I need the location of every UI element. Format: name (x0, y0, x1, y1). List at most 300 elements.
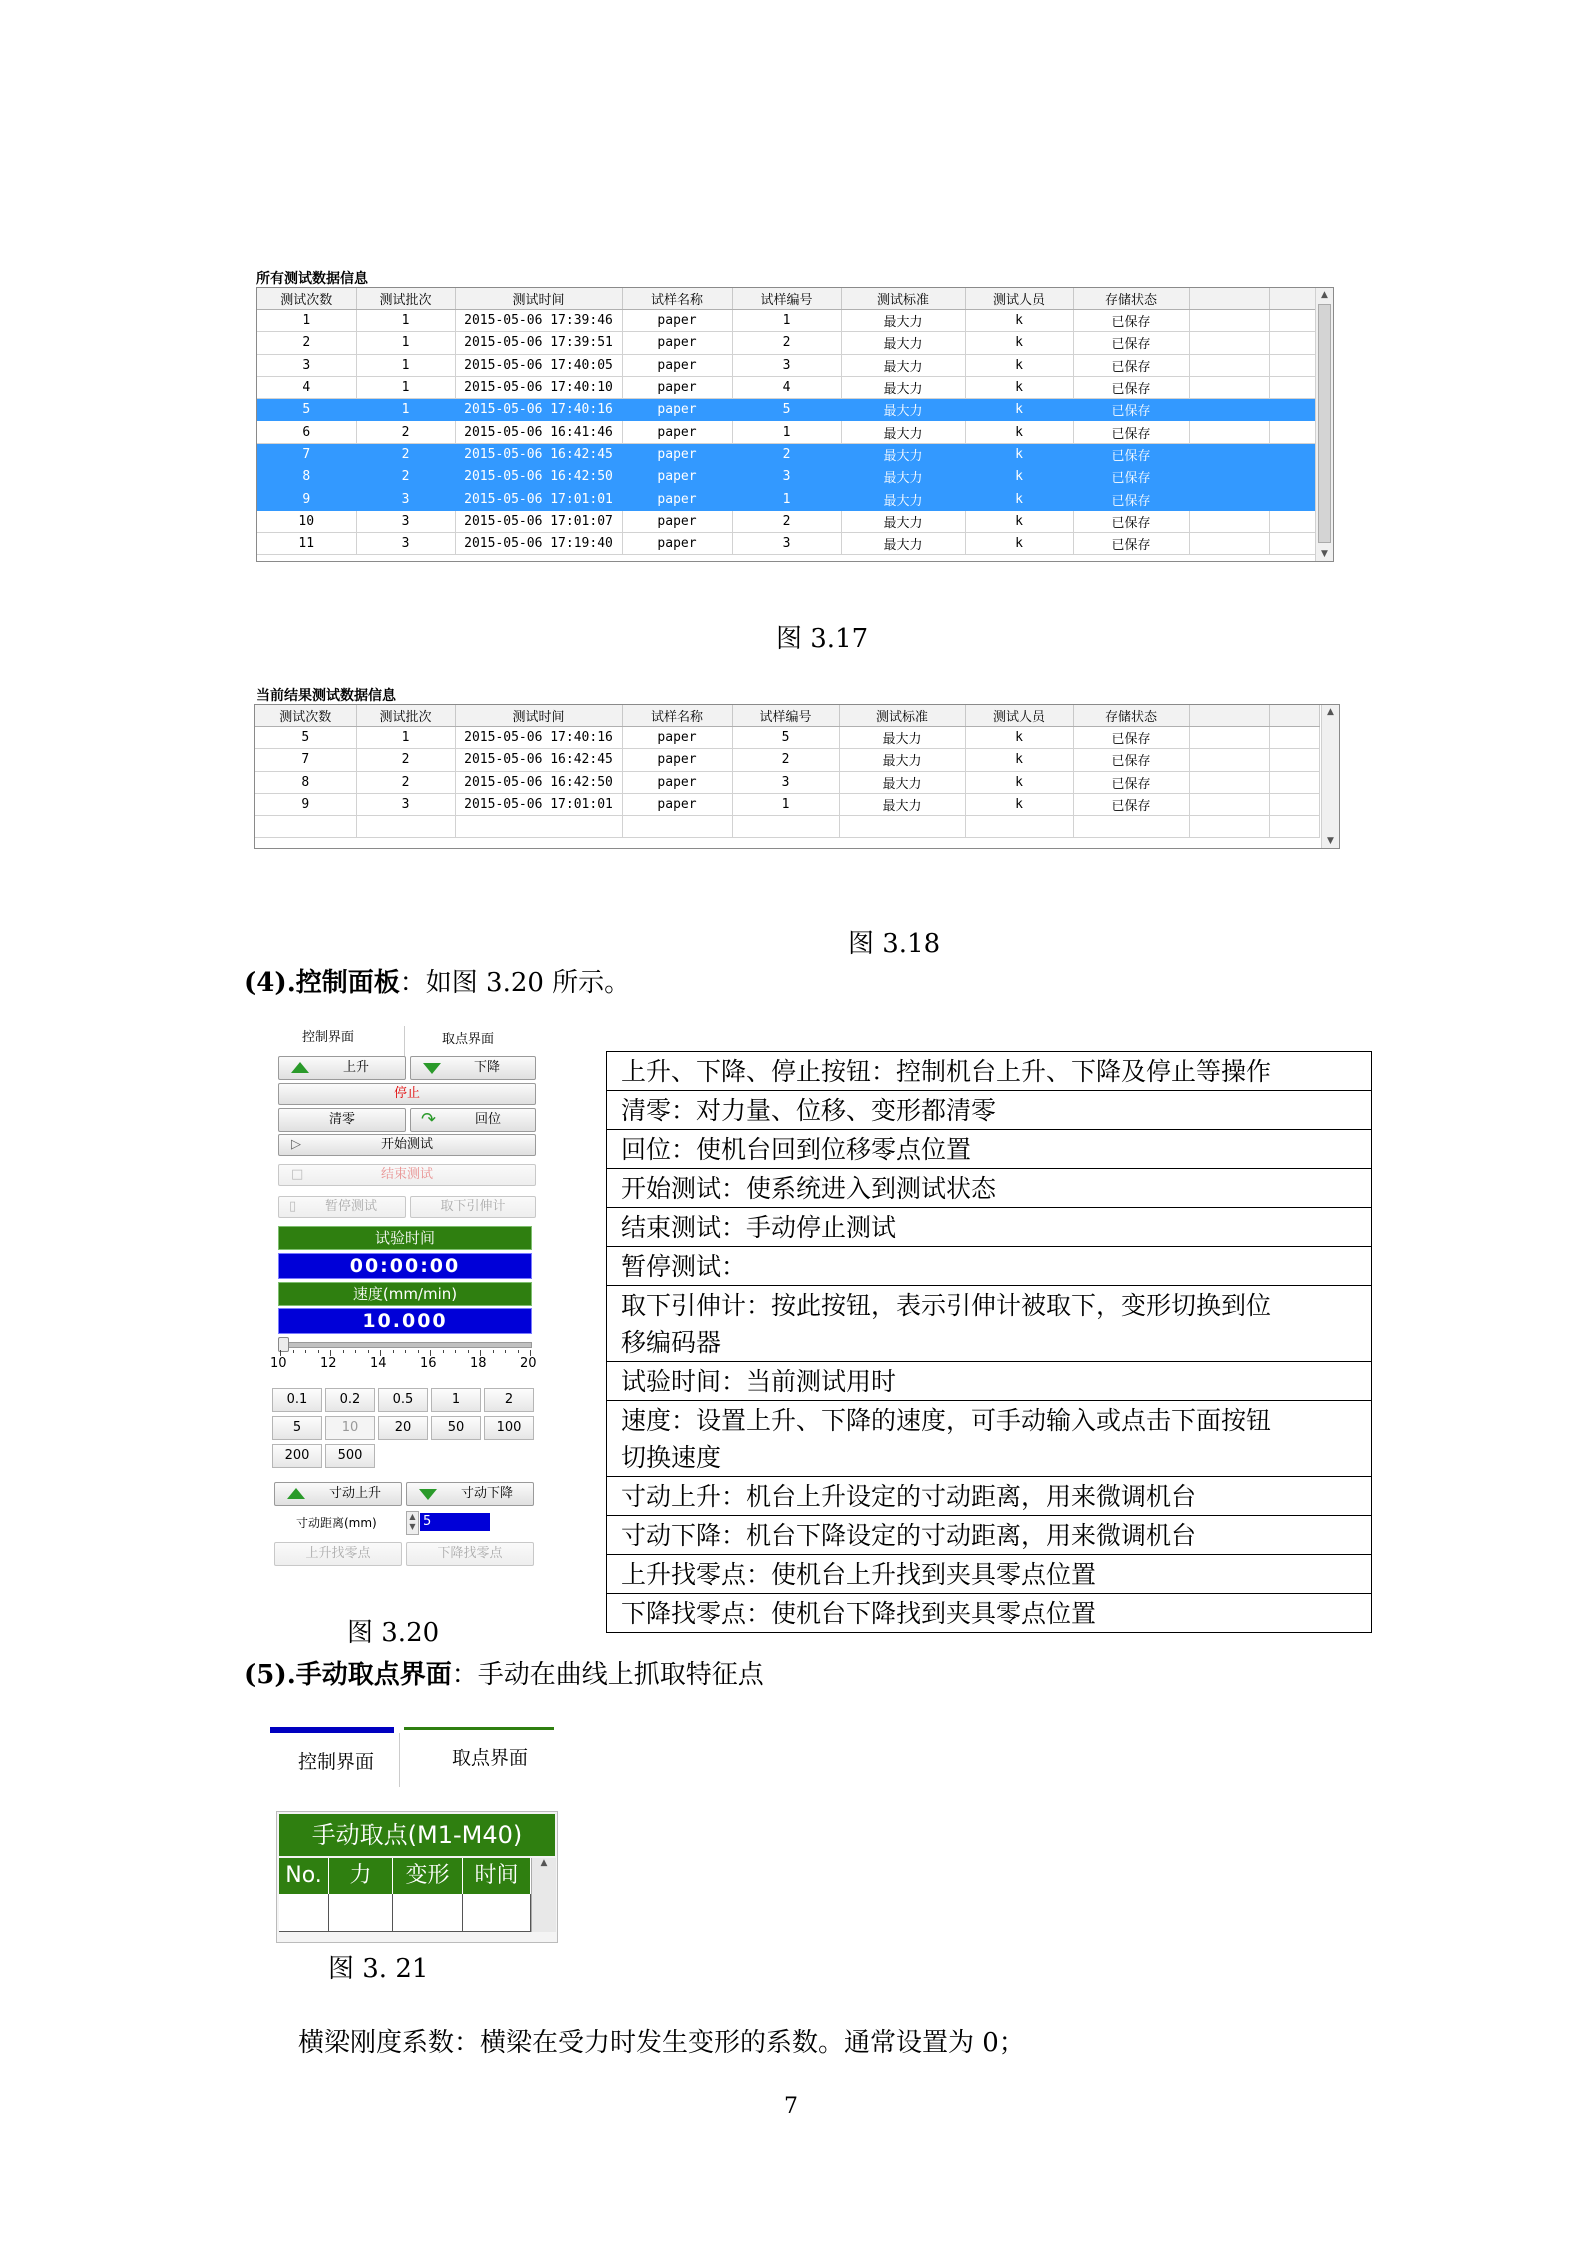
description-cell (607, 1130, 1372, 1169)
description-cell (607, 1594, 1372, 1633)
table-cell (622, 816, 732, 838)
description-row (607, 1130, 1372, 1169)
description-row (607, 1477, 1372, 1516)
description-row (607, 1247, 1372, 1286)
table-cell: 2 (732, 332, 841, 354)
jog-distance-label: 寸动距离(mm) (296, 1516, 377, 1530)
table-cell-empty (1189, 466, 1269, 488)
table-row-selected[interactable] (257, 443, 1315, 465)
description-row (607, 1555, 1372, 1594)
tab-pick[interactable]: 取点界面 (442, 1032, 495, 1047)
table-cell: 2015-05-06 17:01:01 (455, 793, 622, 815)
table-cell-empty (1269, 771, 1319, 793)
table-cell (255, 816, 356, 838)
table-cell: 2 (257, 332, 356, 354)
table-cell (965, 816, 1073, 838)
all-tests-table (257, 288, 1316, 555)
description-line: 上升、下降、停止按钮：控制机台上升、下降及停止等操作 (621, 1057, 1272, 1086)
table-cell: 2 (732, 749, 839, 771)
table-cell: 2015-05-06 16:42:50 (455, 466, 622, 488)
remove-extensometer-button[interactable]: 取下引伸计 (410, 1196, 536, 1218)
scroll-down-icon[interactable]: ▼ (1321, 549, 1328, 559)
table-cell: 已保存 (1073, 310, 1189, 332)
table-cell: 最大力 (841, 354, 965, 376)
table-row[interactable] (257, 332, 1315, 354)
table-cell: k (965, 532, 1073, 554)
table-cell: 1 (356, 332, 455, 354)
table-cell: 1 (732, 488, 841, 510)
description-cell (607, 1052, 1372, 1091)
table-cell: 已保存 (1073, 771, 1189, 793)
stop-button[interactable]: 停止 (278, 1083, 536, 1105)
table-cell-empty (1189, 354, 1269, 376)
description-row (607, 1208, 1372, 1247)
table-cell: 1 (257, 310, 356, 332)
table-cell: 5 (732, 399, 841, 421)
table-cell: 9 (255, 793, 356, 815)
description-line: 寸动下降：机台下降设定的寸动距离，用来微调机台 (621, 1521, 1197, 1550)
column-header[interactable]: 试样名称 (622, 288, 732, 310)
table-cell: paper (622, 332, 732, 354)
speed-preset-button[interactable]: 200 (272, 1444, 322, 1468)
table-cell: 2015-05-06 16:41:46 (455, 421, 622, 443)
home-button[interactable]: ↷ 回位 (410, 1108, 536, 1132)
tab-control-indicator (270, 1727, 394, 1733)
table-cell: 最大力 (841, 443, 965, 465)
column-header[interactable]: 测试批次 (356, 705, 455, 727)
description-line: 取下引伸计：按此按钮，表示引伸计被取下，变形切换到位 (621, 1291, 1272, 1320)
table-cell: 2 (356, 771, 455, 793)
table-cell: k (965, 376, 1073, 398)
description-row (607, 1362, 1372, 1401)
table-cell: 已保存 (1073, 354, 1189, 376)
table-cell: k (965, 793, 1073, 815)
table-cell: k (965, 310, 1073, 332)
slider-tick-label: 16 (420, 1356, 437, 1371)
find-zero-up-button[interactable]: 上升找零点 (274, 1542, 402, 1566)
speed-preset-button[interactable]: 0.5 (378, 1388, 428, 1412)
all-tests-grid (256, 287, 1334, 562)
table-cell (455, 816, 622, 838)
description-cell (607, 1208, 1372, 1247)
table-cell-empty (1269, 354, 1315, 376)
vertical-scrollbar[interactable] (1315, 288, 1333, 561)
description-row (607, 1401, 1372, 1477)
speed-button-group (270, 1020, 540, 1540)
figure-caption: 图 3. 21 (328, 1954, 429, 1984)
table-row-selected[interactable] (257, 466, 1315, 488)
table-cell-empty (1189, 421, 1269, 443)
speed-preset-button[interactable]: 5 (272, 1416, 322, 1440)
current-results-grid (254, 704, 1340, 849)
table-cell: 4 (732, 376, 841, 398)
description-row (607, 1052, 1372, 1091)
speed-preset-button[interactable]: 2 (484, 1388, 534, 1412)
column-header[interactable]: 试样编号 (732, 705, 839, 727)
table-cell-empty (1269, 727, 1319, 749)
speed-preset-button[interactable]: 100 (484, 1416, 534, 1440)
table-cell (839, 816, 965, 838)
column-header[interactable]: 测试时间 (455, 288, 622, 310)
table-cell: paper (622, 354, 732, 376)
table-cell: 11 (257, 532, 356, 554)
slider-tick-label: 14 (370, 1356, 387, 1371)
section-text: ：手动在曲线上抓取特征点 (451, 1660, 764, 1690)
table-cell: 2015-05-06 17:40:05 (455, 354, 622, 376)
table-cell-empty (1189, 816, 1269, 838)
table-row[interactable] (257, 510, 1315, 532)
table-cell: 2 (732, 443, 841, 465)
scroll-thumb[interactable] (1318, 304, 1331, 543)
table-cell: paper (622, 532, 732, 554)
table-cell: paper (622, 749, 732, 771)
table-cell: paper (622, 727, 732, 749)
table-row[interactable] (255, 771, 1319, 793)
body-paragraph: 横梁刚度系数：横梁在受力时发生变形的系数。通常设置为 0； (298, 2028, 1025, 2058)
table-cell: 1 (356, 376, 455, 398)
scroll-up-icon[interactable]: ▲ (1327, 707, 1334, 717)
table-cell: k (965, 443, 1073, 465)
section-heading-5 (244, 1654, 764, 1691)
table-cell: k (965, 749, 1073, 771)
table-cell: k (965, 466, 1073, 488)
table-cell: 2 (356, 466, 455, 488)
table-cell: 3 (732, 771, 839, 793)
table-cell: 最大力 (841, 399, 965, 421)
table-row[interactable] (255, 749, 1319, 771)
column-header-empty[interactable] (1189, 288, 1269, 310)
table-cell: 2015-05-06 17:40:10 (455, 376, 622, 398)
table-row[interactable] (257, 421, 1315, 443)
table-cell: 最大力 (841, 376, 965, 398)
table-cell-empty (1189, 443, 1269, 465)
play-icon: ▷ (291, 1137, 301, 1152)
table-cell-empty (1189, 749, 1269, 771)
table-cell: 7 (255, 749, 356, 771)
table-cell-empty (1269, 332, 1315, 354)
current-results-table (255, 705, 1320, 838)
table-cell: 1 (356, 399, 455, 421)
table-cell: 已保存 (1073, 466, 1189, 488)
table-cell: 1 (732, 793, 839, 815)
manual-pick-title: 手动取点(M1-M40) (279, 1814, 555, 1856)
table-cell-empty (1189, 399, 1269, 421)
description-line: 暂停测试： (621, 1252, 747, 1281)
column-header[interactable]: 试样名称 (622, 705, 732, 727)
table-cell: paper (622, 421, 732, 443)
table-cell: 已保存 (1073, 376, 1189, 398)
column-header-empty[interactable] (1189, 705, 1269, 727)
table-cell: 1 (732, 310, 841, 332)
table-cell: 10 (257, 510, 356, 532)
table-cell: paper (622, 376, 732, 398)
table-cell-empty (1189, 310, 1269, 332)
table-cell-empty (1269, 443, 1315, 465)
table-cell-empty (1189, 793, 1269, 815)
table-cell: 2015-05-06 16:42:45 (455, 443, 622, 465)
description-row (607, 1091, 1372, 1130)
description-cell (607, 1555, 1372, 1594)
description-cell (607, 1516, 1372, 1555)
speed-preset-button[interactable]: 10 (325, 1416, 375, 1440)
pause-icon: ▯ (289, 1199, 297, 1214)
manual-pick-column-header[interactable]: 时间 (463, 1858, 531, 1894)
table-cell-empty (1189, 332, 1269, 354)
description-cell (607, 1401, 1372, 1477)
scroll-down-icon[interactable]: ▼ (1327, 836, 1334, 846)
table-cell: paper (622, 399, 732, 421)
table-cell-empty (1269, 376, 1315, 398)
table-cell: 2015-05-06 17:01:07 (455, 510, 622, 532)
description-line: 移编码器 (621, 1328, 722, 1357)
table-cell: 最大力 (841, 466, 965, 488)
table-cell-empty (1269, 399, 1315, 421)
speed-label: 速度(mm/min) (278, 1282, 532, 1306)
table-cell: paper (622, 510, 732, 532)
table-cell: 已保存 (1073, 443, 1189, 465)
table-cell: paper (622, 793, 732, 815)
speed-preset-button[interactable]: 500 (325, 1444, 375, 1468)
section-heading-4 (244, 962, 630, 999)
table-cell: 2015-05-06 16:42:45 (455, 749, 622, 771)
table-cell: k (965, 421, 1073, 443)
description-line: 速度：设置上升、下降的速度，可手动输入或点击下面按钮 (621, 1406, 1272, 1435)
table-row[interactable] (257, 310, 1315, 332)
table-cell: 2015-05-06 17:19:40 (455, 532, 622, 554)
column-header[interactable]: 试样编号 (732, 288, 841, 310)
table-cell: k (965, 354, 1073, 376)
table-cell: paper (622, 771, 732, 793)
table-row[interactable] (255, 793, 1319, 815)
table-cell: paper (622, 310, 732, 332)
jog-down-button[interactable]: 寸动下降 (406, 1482, 534, 1506)
table-cell: 8 (255, 771, 356, 793)
manual-pick-cell (463, 1894, 531, 1932)
grid-title-all: 所有测试数据信息 (256, 271, 368, 287)
table-row[interactable] (257, 354, 1315, 376)
jog-distance-input[interactable]: 5 (420, 1513, 490, 1531)
table-cell: 7 (257, 443, 356, 465)
table-cell (732, 816, 839, 838)
table-cell: 1 (732, 421, 841, 443)
column-header-empty[interactable] (1269, 705, 1319, 727)
description-row (607, 1516, 1372, 1555)
table-cell: paper (622, 443, 732, 465)
manual-pick-cell (279, 1894, 329, 1932)
test-time-value: 00:00:00 (278, 1253, 532, 1279)
table-cell-empty (1269, 532, 1315, 554)
description-cell (607, 1362, 1372, 1401)
speed-preset-button[interactable]: 1 (431, 1388, 481, 1412)
table-row-selected[interactable] (257, 399, 1315, 421)
description-cell (607, 1247, 1372, 1286)
table-row-selected[interactable] (257, 488, 1315, 510)
table-cell-empty (1269, 793, 1319, 815)
table-cell: k (965, 488, 1073, 510)
tab-control[interactable]: 控制界面 (302, 1030, 355, 1045)
speed-preset-button[interactable]: 50 (431, 1416, 481, 1440)
description-row (607, 1169, 1372, 1208)
end-test-button[interactable]: □ 结束测试 (278, 1164, 536, 1186)
arrow-up-icon (287, 1488, 305, 1499)
column-header[interactable]: 存储状态 (1073, 705, 1189, 727)
table-cell: 最大力 (839, 793, 965, 815)
table-cell-empty (1269, 466, 1315, 488)
manual-pick-column-header[interactable]: No. (279, 1858, 329, 1894)
column-header[interactable]: 测试次数 (257, 288, 356, 310)
description-cell (607, 1169, 1372, 1208)
speed-input[interactable]: 10.000 (278, 1308, 532, 1334)
table-cell-empty (1189, 532, 1269, 554)
description-line: 寸动上升：机台上升设定的寸动距离，用来微调机台 (621, 1482, 1197, 1511)
table-cell: 2015-05-06 17:01:01 (455, 488, 622, 510)
table-cell: 3 (356, 510, 455, 532)
manual-pick-cell (393, 1894, 463, 1932)
return-arrow-icon: ↷ (421, 1109, 437, 1130)
table-cell: 2 (356, 443, 455, 465)
section-title: 手动取点界面 (295, 1660, 452, 1690)
description-line: 上升找零点：使机台上升找到夹具零点位置 (621, 1560, 1097, 1589)
stop-square-icon: □ (291, 1167, 304, 1182)
manual-pick-scrollbar[interactable]: ▲ (531, 1858, 556, 1932)
table-cell: 已保存 (1073, 488, 1189, 510)
table-cell-empty (1269, 421, 1315, 443)
description-cell (607, 1286, 1372, 1362)
tab-pick[interactable]: 取点界面 (452, 1747, 529, 1769)
tab-pick-indicator (404, 1727, 554, 1730)
table-cell: 3 (257, 354, 356, 376)
column-header[interactable]: 测试人员 (965, 288, 1073, 310)
table-cell: 9 (257, 488, 356, 510)
table-cell: 1 (356, 310, 455, 332)
table-cell-empty (1189, 510, 1269, 532)
grid-title-current: 当前结果测试数据信息 (256, 688, 396, 704)
table-cell: 3 (732, 466, 841, 488)
table-cell: 已保存 (1073, 421, 1189, 443)
header-row (255, 705, 1319, 727)
table-cell: 最大力 (841, 488, 965, 510)
table-cell (356, 816, 455, 838)
slider-tick-label: 10 (270, 1356, 287, 1371)
table-cell: 1 (356, 727, 455, 749)
table-cell: 已保存 (1073, 727, 1189, 749)
table-cell: 最大力 (839, 727, 965, 749)
table-cell-empty (1269, 510, 1315, 532)
table-cell: 6 (257, 421, 356, 443)
description-cell (607, 1091, 1372, 1130)
description-row (607, 1286, 1372, 1362)
column-header[interactable]: 测试时间 (455, 705, 622, 727)
table-cell: 最大力 (841, 310, 965, 332)
table-cell: k (965, 399, 1073, 421)
table-cell: k (965, 332, 1073, 354)
table-row[interactable] (257, 532, 1315, 554)
arrow-down-icon (419, 1489, 437, 1500)
test-time-label: 试验时间 (278, 1226, 532, 1250)
table-cell: 最大力 (839, 771, 965, 793)
table-cell: 1 (356, 354, 455, 376)
description-line: 下降找零点：使机台下降找到夹具零点位置 (621, 1599, 1097, 1628)
manual-pick-table (279, 1858, 555, 1940)
table-cell: 3 (356, 532, 455, 554)
up-button[interactable]: 上升 (278, 1056, 406, 1080)
description-line: 清零：对力量、位移、变形都清零 (621, 1096, 997, 1125)
table-cell-empty (1269, 749, 1319, 771)
table-row[interactable] (257, 376, 1315, 398)
table-cell: k (965, 510, 1073, 532)
description-line: 回位：使机台回到位移零点位置 (621, 1135, 972, 1164)
table-cell: 5 (257, 399, 356, 421)
column-header[interactable]: 测试标准 (841, 288, 965, 310)
start-test-button[interactable]: ▷ 开始测试 (278, 1134, 536, 1156)
section-title: 控制面板 (295, 968, 400, 998)
manual-pick-column-header[interactable]: 力 (329, 1858, 393, 1894)
column-header[interactable]: 测试人员 (965, 705, 1073, 727)
speed-preset-button[interactable]: 20 (378, 1416, 428, 1440)
table-cell: 3 (356, 793, 455, 815)
manual-pick-cell (329, 1894, 393, 1932)
speed-preset-button[interactable]: 0.1 (272, 1388, 322, 1412)
speed-preset-button[interactable]: 0.2 (325, 1388, 375, 1412)
table-cell-empty (1269, 488, 1315, 510)
table-cell: 2015-05-06 17:40:16 (455, 727, 622, 749)
table-row[interactable] (255, 727, 1319, 749)
table-cell-empty (1189, 727, 1269, 749)
vertical-scrollbar[interactable] (1321, 705, 1339, 848)
column-header[interactable]: 测试批次 (356, 288, 455, 310)
table-cell: 2015-05-06 17:39:46 (455, 310, 622, 332)
jog-distance-spinner[interactable]: ▲ ▼ (406, 1511, 419, 1535)
section-number: (5). (244, 1660, 296, 1690)
scroll-up-icon[interactable]: ▲ (1321, 290, 1328, 300)
table-cell-empty (1269, 310, 1315, 332)
table-cell: k (965, 771, 1073, 793)
figure-caption: 图 3.18 (848, 929, 941, 959)
column-header[interactable]: 测试标准 (839, 705, 965, 727)
column-header[interactable]: 存储状态 (1073, 288, 1189, 310)
table-cell-empty (1189, 376, 1269, 398)
slider-tick-label: 18 (470, 1356, 487, 1371)
down-button[interactable]: 下降 (410, 1056, 536, 1080)
table-cell: k (965, 727, 1073, 749)
column-header-empty[interactable] (1269, 288, 1315, 310)
control-panel (270, 1020, 540, 1580)
table-cell: paper (622, 466, 732, 488)
column-header[interactable]: 测试次数 (255, 705, 356, 727)
zero-button[interactable]: 清零 (278, 1108, 406, 1132)
table-cell: 3 (356, 488, 455, 510)
tab-control[interactable]: 控制界面 (298, 1751, 375, 1773)
find-zero-down-button[interactable]: 下降找零点 (406, 1542, 534, 1566)
slider-tick-label: 20 (520, 1356, 537, 1371)
manual-pick-column-header[interactable]: 变形 (393, 1858, 463, 1894)
table-cell: 已保存 (1073, 510, 1189, 532)
description-line: 试验时间：当前测试用时 (621, 1367, 897, 1396)
table-cell: 2 (356, 749, 455, 771)
table-row[interactable] (255, 816, 1319, 838)
pause-test-button[interactable]: ▯ 暂停测试 (278, 1196, 406, 1218)
table-cell: 最大力 (841, 332, 965, 354)
table-cell: 最大力 (841, 510, 965, 532)
table-cell: 已保存 (1073, 332, 1189, 354)
jog-up-button[interactable]: 寸动上升 (274, 1482, 402, 1506)
table-cell: 2 (356, 421, 455, 443)
button-description-table (606, 1051, 1372, 1633)
table-cell-empty (1189, 771, 1269, 793)
table-cell: 最大力 (841, 421, 965, 443)
header-row (257, 288, 1315, 310)
table-cell: 最大力 (841, 532, 965, 554)
